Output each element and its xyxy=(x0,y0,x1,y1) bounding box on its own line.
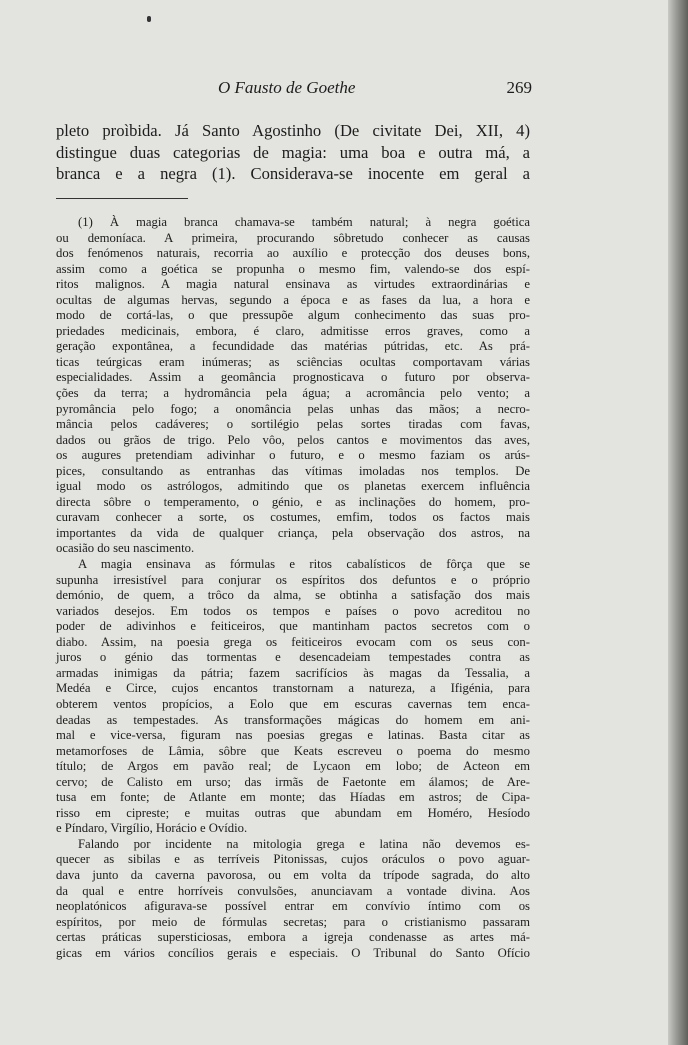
footnote-paragraph-1 xyxy=(56,215,530,557)
footnote-line: armadas inimigas da pátria; fazem sacrifícios às magas da Tessalia, a xyxy=(56,665,530,680)
footnote-line: pices, consultando as entranhas das vítimas imoladas nos templos. De xyxy=(56,463,530,478)
main-text-line: branca e a negra (1). Considerava-se inocente em geral a xyxy=(56,164,530,183)
footnote-line: supunha irresistível para conjurar os espíritos dos defuntos e o próprio xyxy=(56,572,530,587)
footnote-line: tusa em fonte; de Atlante em monte; das Híadas em astros; de Cipa- xyxy=(56,790,530,805)
main-text xyxy=(56,120,530,185)
footnote-line: quecer as sibilas e as terríveis Pitonissas, cujos oráculos o povo aguar- xyxy=(56,852,530,867)
footnote-line: priedades medicinais, embora, é claro, admitisse erros graves, como a xyxy=(56,323,530,338)
footnote-line: os augures pretendiam adivinhar o futuro, e o mesmo faziam os arús- xyxy=(56,448,530,463)
footnote-line: importantes da vida de qualquer criança, pela observação dos astros, na xyxy=(56,525,530,540)
footnote-line: metamorfoses de Lâmia, sôbre que Keats escreveu o poema do mesmo xyxy=(56,743,530,758)
footnote-line: directa sôbre o temperamento, o génio, e as inclinações do homem, pro- xyxy=(56,494,530,509)
footnote-line: dava junto da caverna pavorosa, ou em volta da trípode sagrada, do alto xyxy=(56,867,530,882)
footnote-line: diabo. Assim, na poesia grega os feiticeiros evocam com os seus con- xyxy=(56,634,530,649)
footnote-line: ocasião do seu nascimento. xyxy=(56,541,195,556)
footnote-rule xyxy=(56,198,188,199)
page-number: 269 xyxy=(506,78,532,97)
footnote-line: título; de Argos em pavão real; de Lycaon em lobo; de Acteon em xyxy=(56,759,530,774)
footnote-line: variados desejos. Em todos os tempos e países o povo acreditou no xyxy=(56,603,530,618)
footnote-line: especialidades. Assim a geomância prognosticava o futuro por observa- xyxy=(56,370,530,385)
footnote-line: gicas em vários concílios gerais e especiais. O Tribunal do Santo Ofício xyxy=(56,945,530,960)
footnote-line: (1) À magia branca chamava-se também natural; à negra goética xyxy=(78,215,530,229)
footnote-line: poder de adivinhos e feiticeiros, que mantinham pactos secretos com o xyxy=(56,619,530,634)
footnote-line: ticas teúrgicas eram inúmeras; as sciências ocultas comportavam várias xyxy=(56,354,530,369)
footnote-line: igual modo os astrólogos, admitindo que os planetas exercem influência xyxy=(56,479,530,494)
footnote-line: neoplatónicos afigurava-se possível entrar em convívio íntimo com os xyxy=(56,899,530,914)
footnote-line: ou demoníaca. A primeira, procurando sôbretudo conhecer as causas xyxy=(56,230,530,245)
ink-speck xyxy=(147,16,151,22)
footnote-line: geração expontânea, a fecundidade das matérias pútridas, etc. As prá- xyxy=(56,339,530,354)
footnote-paragraph-3 xyxy=(56,837,530,961)
footnote-line: e Píndaro, Virgílio, Horácio e Ovídio. xyxy=(56,821,248,836)
footnote-line: ções da terra; a hydromância pela água; a acromância pelo vento; a xyxy=(56,386,530,401)
footnote-line: pyromância pelo fogo; a onomância pelas unhas das mãos; a necro- xyxy=(56,401,530,416)
footnote-line: risso em cipreste; e muitas outras que abundam em Homéro, Hesíodo xyxy=(56,805,530,820)
footnote-line: da qual e entre horríveis convulsões, anunciavam a vontade divina. Aos xyxy=(56,883,530,898)
footnote-line: mância pelos cadáveres; o sortilégio pelas sortes tiradas com favas, xyxy=(56,417,530,432)
footnote-line: Falando por incidente na mitologia grega e latina não devemos es- xyxy=(78,836,530,851)
footnote-paragraph-2 xyxy=(56,557,530,837)
footnote-line: deadas as tempestades. As transformações mágicas do homem em ani- xyxy=(56,712,530,727)
footnote-line: demónio, de quem, a trôco da alma, se obtinha a satisfação dos mais xyxy=(56,588,530,603)
footnote-line: mal e vice-versa, figuram nas poesias gregas e latinas. Basta citar as xyxy=(56,728,530,743)
main-text-line: pleto proìbida. Já Santo Agostinho (De civitate Dei, XII, 4) xyxy=(56,121,530,140)
footnote-line: certas práticas supersticiosas, embora a igreja condenasse as artes má- xyxy=(56,930,530,945)
footnote-line: ocultas de algumas hervas, segundo a época e as fases da lua, a hora e xyxy=(56,292,530,307)
footnote-line: cervo; de Calisto em urso; das irmãs de Faetonte em álamos; de Are- xyxy=(56,774,530,789)
footnote-line: obterem ventos propícios, a Eolo que em escuras cavernas tem enca- xyxy=(56,696,530,711)
running-title: O Fausto de Goethe xyxy=(218,78,356,97)
page-header xyxy=(56,78,532,102)
footnote-line: dos fenómenos naturais, recorria ao auxílio e protecção dos deuses bons, xyxy=(56,246,530,261)
footnote-line: ritos malignos. A magia natural ensinava as virtudes extraordinárias e xyxy=(56,277,530,292)
footnote-line: espíritos, por meio de fórmulas secretas; para o cristianismo passaram xyxy=(56,914,530,929)
main-text-line: distingue duas categorias de magia: uma boa e outra má, a xyxy=(56,142,530,162)
footnote-line: assim como a goética se propunha o mesmo fim, valendo-se dos espí- xyxy=(56,261,530,276)
footnote-line: juros o génio das tormentas e desencadeiam tempestades contra as xyxy=(56,650,530,665)
footnote xyxy=(56,215,530,961)
footnote-line: Medéa e Circe, cujos encantos transtornam a natureza, a Ifigénia, para xyxy=(56,681,530,696)
book-spine-edge xyxy=(668,0,688,1045)
footnote-line: modo de cortá-las, o que pressupõe algum conhecimento das suas pro- xyxy=(56,308,530,323)
footnote-line: A magia ensinava as fórmulas e ritos cabalísticos de fôrça que se xyxy=(78,557,530,572)
footnote-line: curavam conhecer a sorte, os costumes, emfim, todos os factos mais xyxy=(56,510,530,525)
footnote-line: dados ou grãos de trigo. Pelo vôo, pelos cantos e movimentos das aves, xyxy=(56,432,530,447)
